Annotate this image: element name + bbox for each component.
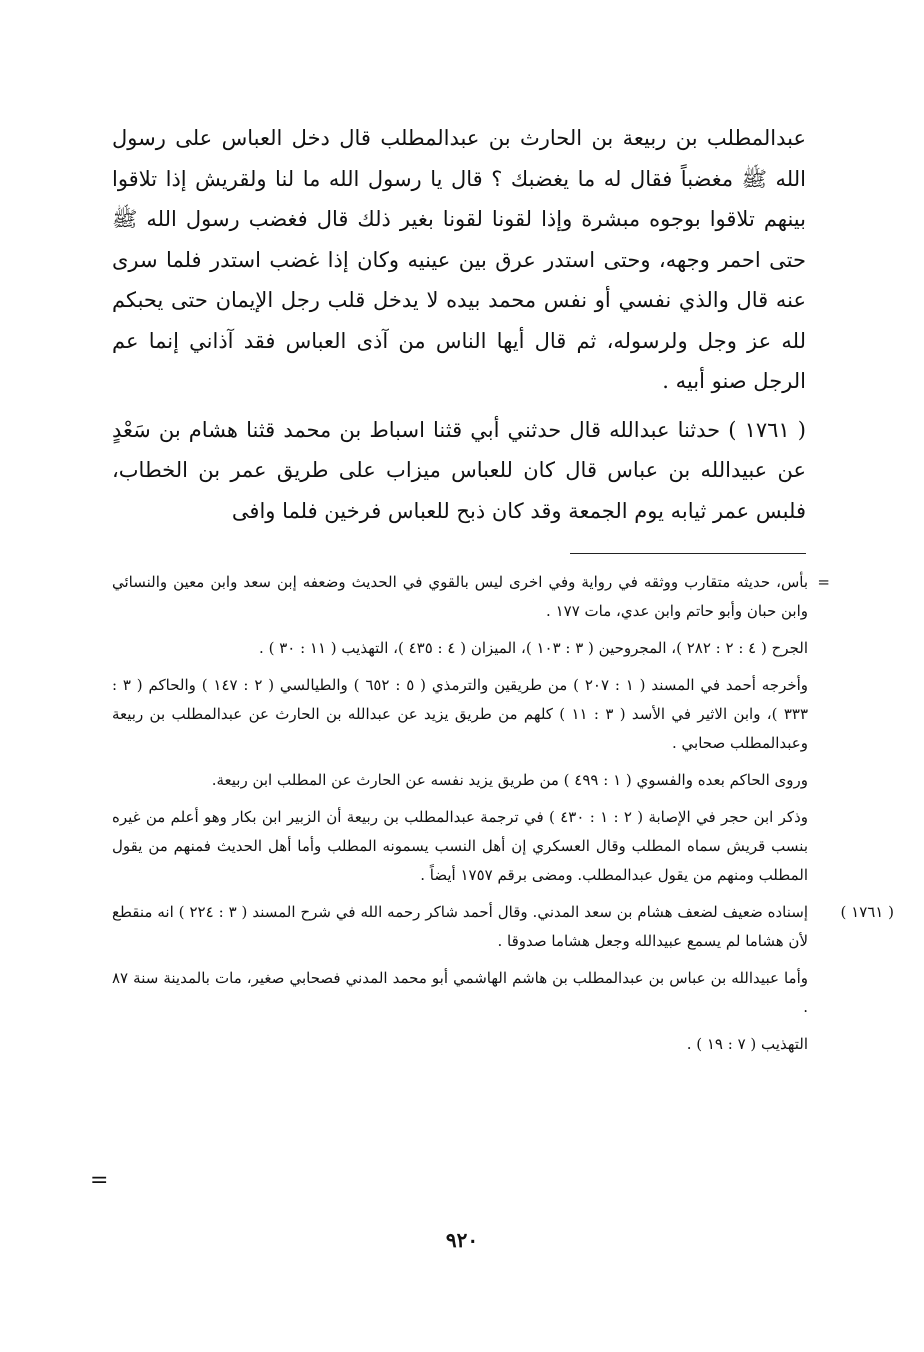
footnote-text: الجرح ( ٤ : ٢ : ٢٨٢ )، المجروحين ( ٣ : ١٠٣ )، الميزان ( ٤ : ٤٣٥ )، التهذيب ( ١١ : ٣٠ ) .: [259, 639, 808, 657]
footnote: [112, 671, 808, 758]
footnote: [112, 568, 830, 626]
footnote: [112, 1030, 808, 1059]
continuation-marker: =: [90, 1168, 109, 1193]
footnote-text: وذكر ابن حجر في الإصابة ( ٢ : ١ : ٤٣٠ ) في ترجمة عبدالمطلب بن ربيعة أن الزبير ابن بكار وهو أعلم من غيره بنسب قريش سماه المطلب وقال العسكري إن أهل النسب يسمونه المطلب وأما أهل الحديث فمنهم من يقول المطلب ومنهم من يقول عبدالمطلب. ومضى برقم ١٧٥٧ أيضاً .: [112, 808, 808, 884]
footnote: [112, 803, 808, 890]
footnote-text: بأس، حديثه متقارب ووثقه في رواية وفي اخرى ليس بالقوي في الحديث وضعفه إبن سعد وابن معين والنسائي وابن حبان وأبو حاتم وابن عدي، مات ١٧٧ .: [112, 573, 808, 620]
footnote-text: إسناده ضعيف لضعف هشام بن سعد المدني. وقال أحمد شاكر رحمه الله في شرح المسند ( ٣ : ٢٢٤ ) انه منقطع لأن هشاما لم يسمع عبيدالله وجعل هشاما صدوقا .: [112, 903, 809, 950]
footnote-text: وروى الحاكم بعده والفسوي ( ١ : ٤٩٩ ) من طريق يزيد نفسه عن الحارث عن المطلب ابن ربيعة.: [211, 771, 808, 789]
footnotes: [112, 568, 894, 1067]
footnote: [112, 898, 894, 956]
footnote-marker: ( ١٧٦١ ): [840, 903, 894, 921]
page-number: ٩٢٠: [445, 1228, 479, 1252]
main-paragraph-1: عبدالمطلب بن ربيعة بن الحارث بن عبدالمطلب قال دخل العباس على رسول الله ﷺ مغضباً فقال له ما يغضبك ؟ قال يا رسول الله ما لنا ولقريش إذا تلاقوا بينهم تلاقوا بوجوه مبشرة وإذا لقونا لقونا بغير ذلك قال فغضب رسول الله ﷺ حتى احمر وجهه، وحتى استدر عرق بين عينيه وكان إذا غضب استدر فلما سرى عنه قال والذي نفسي أو نفس محمد بيده لا يدخل قلب رجل الإيمان حتى يحبكم لله عز وجل ولرسوله، ثم قال أيها الناس من آذى العباس فقد آذاني إنما عم الرجل صنو أبيه .: [112, 126, 806, 393]
footnote-marker: =: [817, 573, 830, 591]
main-paragraph-2: ( ١٧٦١ ) حدثنا عبدالله قال حدثني أبي قثنا اسباط بن محمد قثنا هشام بن سَعْدٍ عن عبيدالله بن عباس قال كان للعباس ميزاب على طريق عمر بن الخطاب، فلبس عمر ثيابه يوم الجمعة وقد كان ذبح للعباس فرخين فلما وافى: [112, 417, 807, 523]
footnote-text: وأخرجه أحمد في المسند ( ١ : ٢٠٧ ) من طريقين والترمذي ( ٥ : ٦٥٢ ) والطيالسي ( ٢ : ١٤٧ ) والحاكم ( ٣ : ٣٣٣ )، وابن الاثير في الأسد ( ٣ : ١١ ) كلهم من طريق يزيد عن عبدالله بن الحارث عن عبدالمطلب بن ربيعة وعبدالمطلب صحابي .: [112, 676, 809, 752]
footnote-text: وأما عبيدالله بن عباس بن عبدالمطلب بن هاشم الهاشمي أبو محمد المدني فصحابي صغير، مات بالمدينة سنة ٨٧ .: [112, 969, 808, 1016]
footnote: [112, 964, 808, 1022]
footnote: [112, 766, 808, 795]
footnote: [112, 634, 808, 663]
footnote-text: التهذيب ( ٧ : ١٩ ) .: [686, 1035, 808, 1053]
footnote-separator: [570, 553, 806, 554]
main-text: [112, 118, 806, 531]
